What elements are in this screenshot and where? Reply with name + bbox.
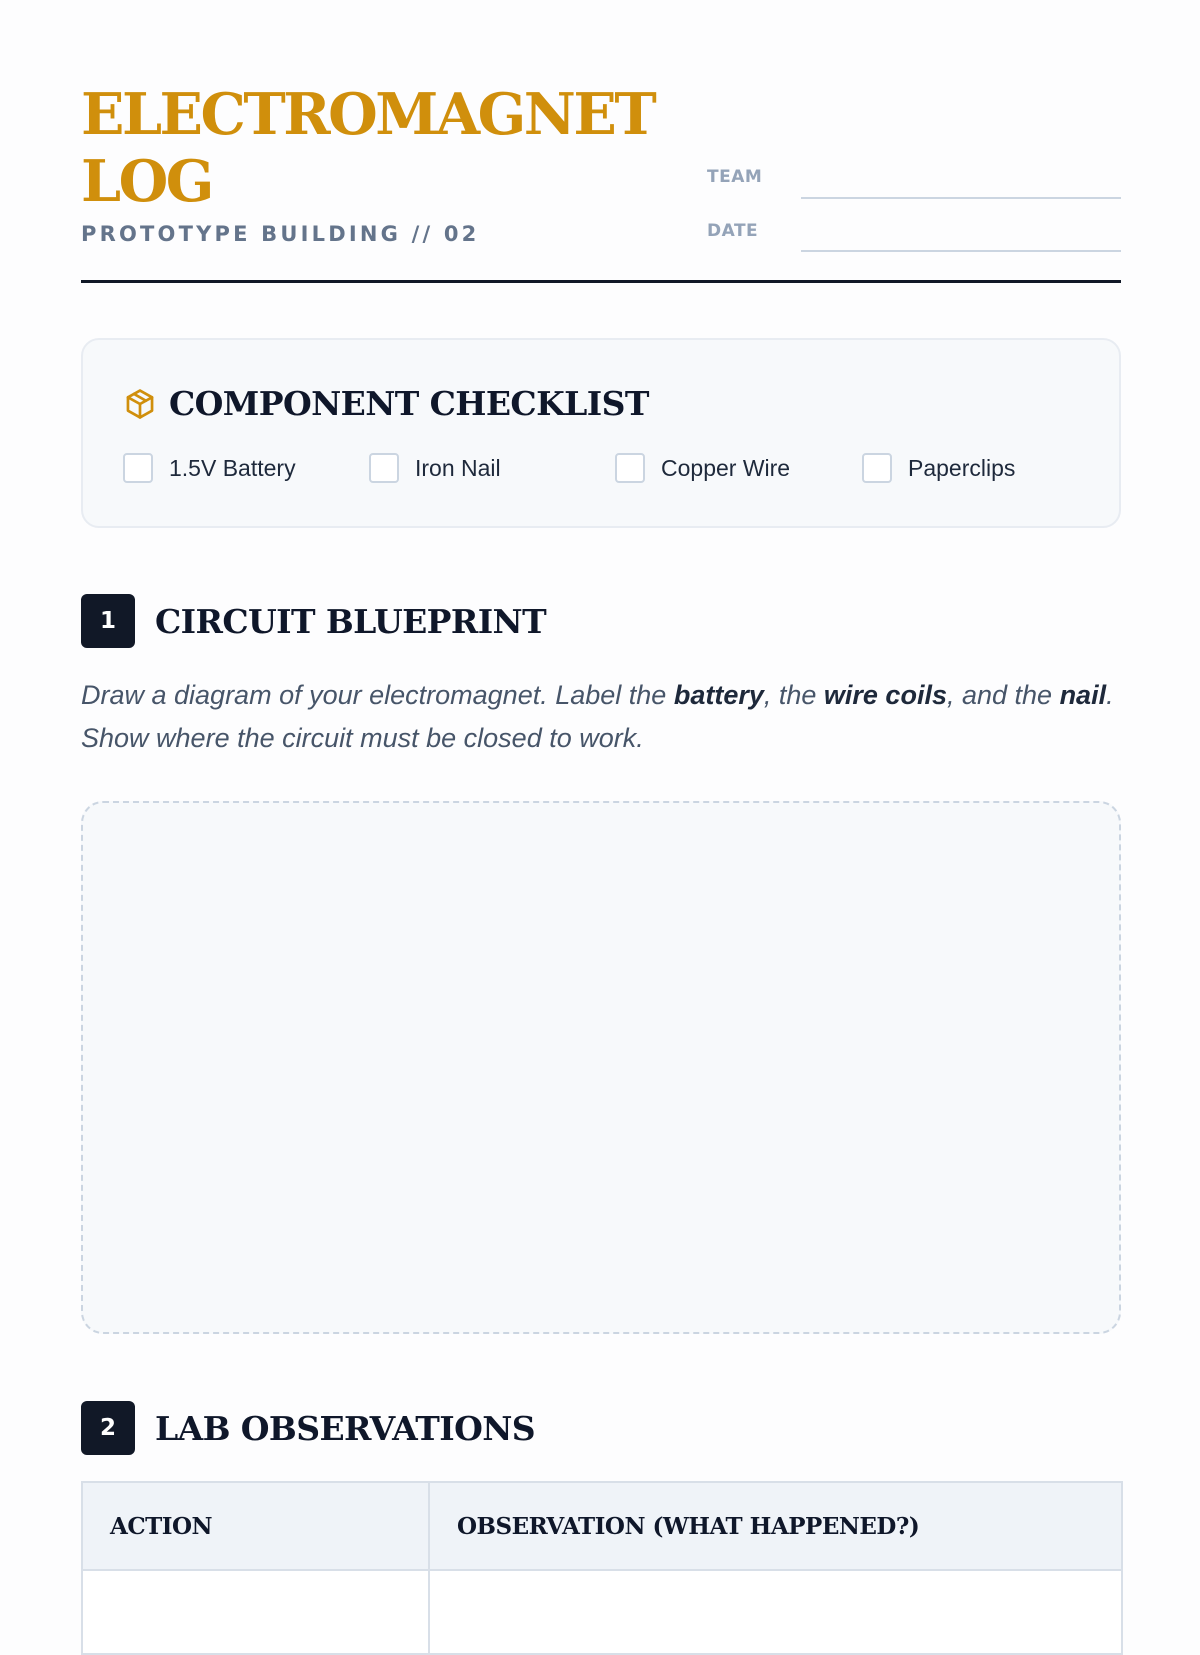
- section-number-badge: 2: [81, 1401, 135, 1455]
- instruction-keyword: nail: [1059, 680, 1107, 710]
- instruction-text: , and the: [946, 680, 1060, 710]
- checklist-item-label: Copper Wire: [661, 454, 791, 481]
- table-cell-action[interactable]: [82, 1570, 429, 1654]
- date-field[interactable]: [801, 250, 1121, 252]
- team-field[interactable]: [801, 197, 1121, 199]
- section-title: CIRCUIT BLUEPRINT: [155, 601, 547, 641]
- instruction-text: , the: [763, 680, 824, 710]
- observations-table: [81, 1481, 1123, 1655]
- table-header-row: [82, 1482, 1122, 1570]
- worksheet-header: [81, 0, 1121, 283]
- checklist-item-label: 1.5V Battery: [169, 454, 296, 481]
- checklist-item-label: Paperclips: [908, 454, 1016, 481]
- checkbox[interactable]: [615, 453, 645, 483]
- section-lab-observations-header: [81, 1401, 535, 1455]
- instruction-keyword: wire coils: [823, 680, 947, 710]
- page-subtitle: PROTOTYPE BUILDING // 02: [81, 222, 480, 246]
- package-icon: [123, 387, 157, 421]
- blueprint-instructions: [81, 674, 1121, 760]
- page-title-line-1: ELECTROMAGNET: [81, 81, 655, 148]
- checklist-item-paperclips[interactable]: [862, 453, 1015, 483]
- instruction-keyword: battery: [673, 680, 764, 710]
- checkbox[interactable]: [862, 453, 892, 483]
- checklist-item-copper-wire[interactable]: [615, 453, 790, 483]
- checklist-header: [123, 384, 649, 423]
- section-number-badge: 1: [81, 594, 135, 648]
- instruction-text: . Show where the circuit must be closed to work.: [81, 680, 1114, 753]
- instruction-text: Draw a diagram of your electromagnet. Label the: [81, 680, 674, 710]
- table-cell-observation[interactable]: [429, 1570, 1122, 1654]
- checklist-item-iron-nail[interactable]: [369, 453, 501, 483]
- column-header-observation: OBSERVATION (WHAT HAPPENED?): [429, 1482, 1122, 1570]
- table-row: [82, 1570, 1122, 1654]
- section-circuit-blueprint-header: [81, 594, 546, 648]
- column-header-action: ACTION: [82, 1482, 429, 1570]
- page-title-line-2: LOG: [81, 148, 212, 215]
- blueprint-drawing-area[interactable]: [81, 801, 1121, 1334]
- checkbox[interactable]: [123, 453, 153, 483]
- checkbox[interactable]: [369, 453, 399, 483]
- worksheet-page: [81, 0, 1121, 1540]
- checklist-item-battery[interactable]: [123, 453, 296, 483]
- date-label: DATE: [707, 221, 759, 241]
- checklist-title: COMPONENT CHECKLIST: [169, 384, 649, 423]
- team-label: TEAM: [707, 167, 763, 187]
- checklist-item-label: Iron Nail: [415, 454, 501, 481]
- section-title: LAB OBSERVATIONS: [155, 1408, 536, 1448]
- component-checklist: [81, 338, 1121, 528]
